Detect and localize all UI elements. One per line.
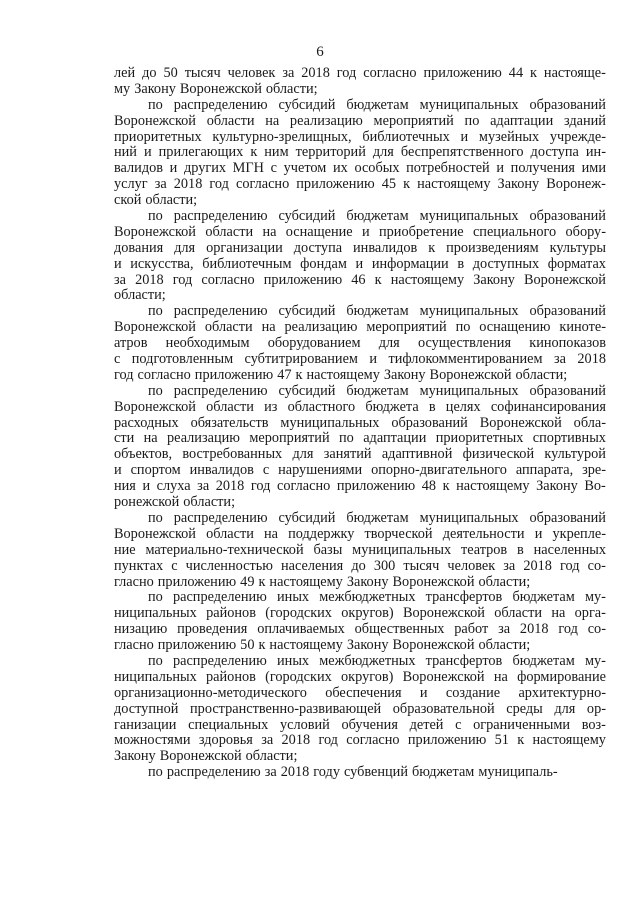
text-line: ние материально-технической базы муниципальных театров в населенных bbox=[114, 541, 606, 558]
text-line: валидов и других МГН с учетом их особых потребностей и получения ими bbox=[114, 160, 606, 177]
text-line: по распределению субсидий бюджетам муниципальных образований bbox=[148, 382, 606, 399]
text-line: гласно приложению 49 к настоящему Закону Воронежской области; bbox=[114, 573, 531, 590]
text-line: ронежской области; bbox=[114, 494, 236, 511]
text-line: и искусства, библиотечным фондам и информации в доступных форматах bbox=[114, 255, 606, 272]
text-line: по распределению субсидий бюджетам муниципальных образований bbox=[148, 303, 606, 320]
text-line: Воронежской области на реализацию мероприятий по оснащению кинотe- bbox=[114, 319, 606, 336]
text-line: организационно-методического обеспечения и создание архитектурно- bbox=[114, 684, 606, 701]
paragraph bbox=[114, 590, 606, 654]
text-line: области; bbox=[114, 287, 166, 304]
text-line: по распределению субсидий бюджетам муниципальных образований bbox=[148, 509, 606, 526]
paragraph bbox=[114, 384, 606, 511]
text-line: по распределению за 2018 году субвенций бюджетам муниципаль- bbox=[148, 764, 558, 781]
text-line: и спортом инвалидов с нарушениями опорно-двигательного аппарата, зре- bbox=[114, 462, 606, 479]
text-line: по распределению иных межбюджетных трансфертов бюджетам му- bbox=[148, 589, 606, 606]
text-line: атров необходимым оборудованием для осуществления кинопоказов bbox=[114, 335, 606, 352]
document-body bbox=[114, 66, 606, 781]
text-line: приоритетных культурно-зрелищных, библиотечных и музейных учрежде- bbox=[114, 128, 606, 145]
text-line: услуг за 2018 год согласно приложению 45 к настоящему Закону Воронеж- bbox=[114, 176, 606, 193]
text-line: Закону Воронежской области; bbox=[114, 748, 298, 765]
text-line: ний и прилегающих к ним территорий для беспрепятственного доступа ин- bbox=[114, 144, 606, 161]
text-line: по распределению иных межбюджетных трансфертов бюджетам му- bbox=[148, 652, 606, 669]
paragraph bbox=[114, 654, 606, 765]
text-line: пунктах с численностью населения до 300 тысяч человек за 2018 год со- bbox=[114, 557, 606, 574]
paragraph bbox=[114, 304, 606, 383]
text-line: год согласно приложению 47 к настоящему Закону Воронежской области; bbox=[114, 366, 568, 383]
paragraph bbox=[114, 511, 606, 590]
text-line: ниципальных районов (городских округов) Воронежской на формирование bbox=[114, 668, 606, 685]
text-line: Воронежской области на поддержку творческой деятельности и укрепле- bbox=[114, 525, 606, 542]
text-line: по распределению субсидий бюджетам муниципальных образований bbox=[148, 96, 606, 113]
text-line: ской области; bbox=[114, 192, 198, 209]
text-line: доступной пространственно-развивающей образовательной среды для ор- bbox=[114, 700, 606, 717]
text-line: ганизации специальных условий обучения детей с ограниченными воз- bbox=[114, 716, 606, 733]
text-line: дования для организации доступа инвалидов к произведениям культуры bbox=[114, 239, 606, 256]
text-line: му Закону Воронежской области; bbox=[114, 80, 318, 97]
paragraph bbox=[114, 765, 606, 781]
text-line: можностями здоровья за 2018 год согласно приложению 51 к настоящему bbox=[114, 732, 606, 749]
paragraph bbox=[114, 66, 606, 98]
text-line: Воронежской области на реализацию мероприятий по адаптации зданий bbox=[114, 112, 606, 129]
text-line: за 2018 год согласно приложению 46 к настоящему Закону Воронежской bbox=[114, 271, 606, 288]
text-line: сти на реализацию мероприятий по адаптации приоритетных спортивных bbox=[114, 430, 606, 447]
text-line: Воронежской области на оснащение и приобретение специального обору- bbox=[114, 223, 606, 240]
text-line: лей до 50 тысяч человек за 2018 год согласно приложению 44 к настояще- bbox=[114, 65, 606, 81]
text-line: расходных обязательств муниципальных образований Воронежской обла- bbox=[114, 414, 606, 431]
paragraph bbox=[114, 209, 606, 304]
paragraph bbox=[114, 98, 606, 209]
text-line: с подготовленным субтитрированием и тифлокомментированием за 2018 bbox=[114, 351, 606, 368]
text-line: Воронежской области из областного бюджета в целях софинансирования bbox=[114, 398, 606, 415]
text-line: гласно приложению 50 к настоящему Закону Воронежской области; bbox=[114, 637, 531, 654]
text-line: ния и слуха за 2018 год согласно приложению 48 к настоящему Закону Во- bbox=[114, 478, 606, 495]
text-line: объектов, востребованных для занятий адаптивной физической культурой bbox=[114, 446, 606, 463]
page-number: 6 bbox=[316, 44, 324, 60]
text-line: по распределению субсидий бюджетам муниципальных образований bbox=[148, 208, 606, 225]
text-line: ниципальных районов (городских округов) Воронежской области на орга- bbox=[114, 605, 606, 622]
text-line: низацию проведения оплачиваемых общественных работ за 2018 год со- bbox=[114, 621, 606, 638]
